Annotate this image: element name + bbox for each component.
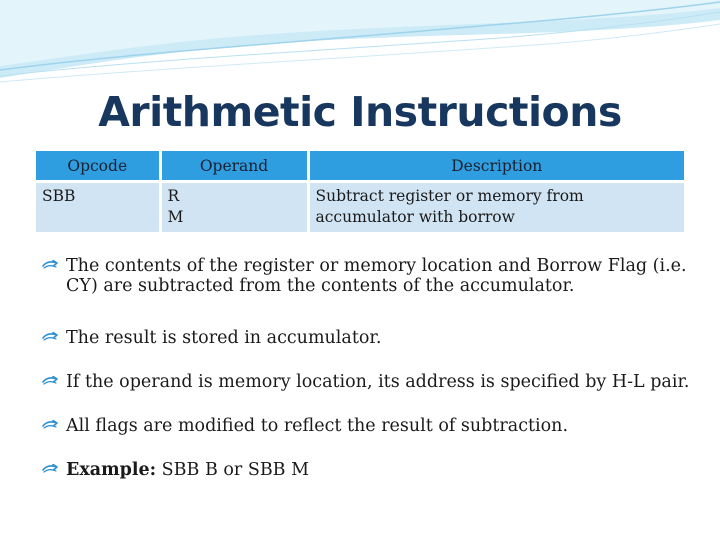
opcode-cell: [36, 182, 160, 233]
description-line-1: Subtract register or memory from: [315, 187, 584, 205]
bullet-arrow-icon: [42, 464, 59, 476]
bullet-arrow-icon: [42, 260, 59, 272]
bullet-arrow-icon: [42, 332, 59, 344]
list-item: [42, 256, 692, 296]
list-item: [42, 328, 692, 348]
bullet-list: [42, 256, 692, 504]
instruction-table: [36, 151, 684, 232]
description-line-2: accumulator with borrow: [315, 208, 515, 226]
bullet-text: SBB B or SBB M: [156, 460, 310, 480]
wave-banner-decoration: [0, 0, 720, 90]
list-item: [42, 460, 692, 480]
list-item: [42, 416, 692, 436]
bullet-text: If the operand is memory location, its address is specified by H-L pair.: [66, 372, 690, 392]
bullet-arrow-icon: [42, 420, 59, 432]
operand-value-register: R: [167, 187, 180, 205]
opcode-value: SBB: [42, 187, 76, 205]
table-row: [36, 182, 684, 233]
column-header-operand: Operand: [160, 151, 308, 182]
bullet-arrow-icon: [42, 376, 59, 388]
list-item: [42, 372, 692, 392]
bullet-text: All flags are modified to reflect the result of subtraction.: [66, 416, 569, 436]
bullet-text: The contents of the register or memory location and Borrow Flag (i.e. CY) are subtracted from the contents of the accumulator.: [66, 256, 687, 296]
description-cell: [308, 182, 684, 233]
operand-value-memory: M: [167, 208, 184, 226]
bullet-text: The result is stored in accumulator.: [66, 328, 382, 348]
column-header-description: Description: [308, 151, 684, 182]
operand-cell: [160, 182, 308, 233]
slide-title: Arithmetic Instructions: [98, 88, 622, 136]
example-label: Example:: [66, 460, 157, 480]
column-header-opcode: Opcode: [36, 151, 160, 182]
table-header-row: [36, 151, 684, 182]
